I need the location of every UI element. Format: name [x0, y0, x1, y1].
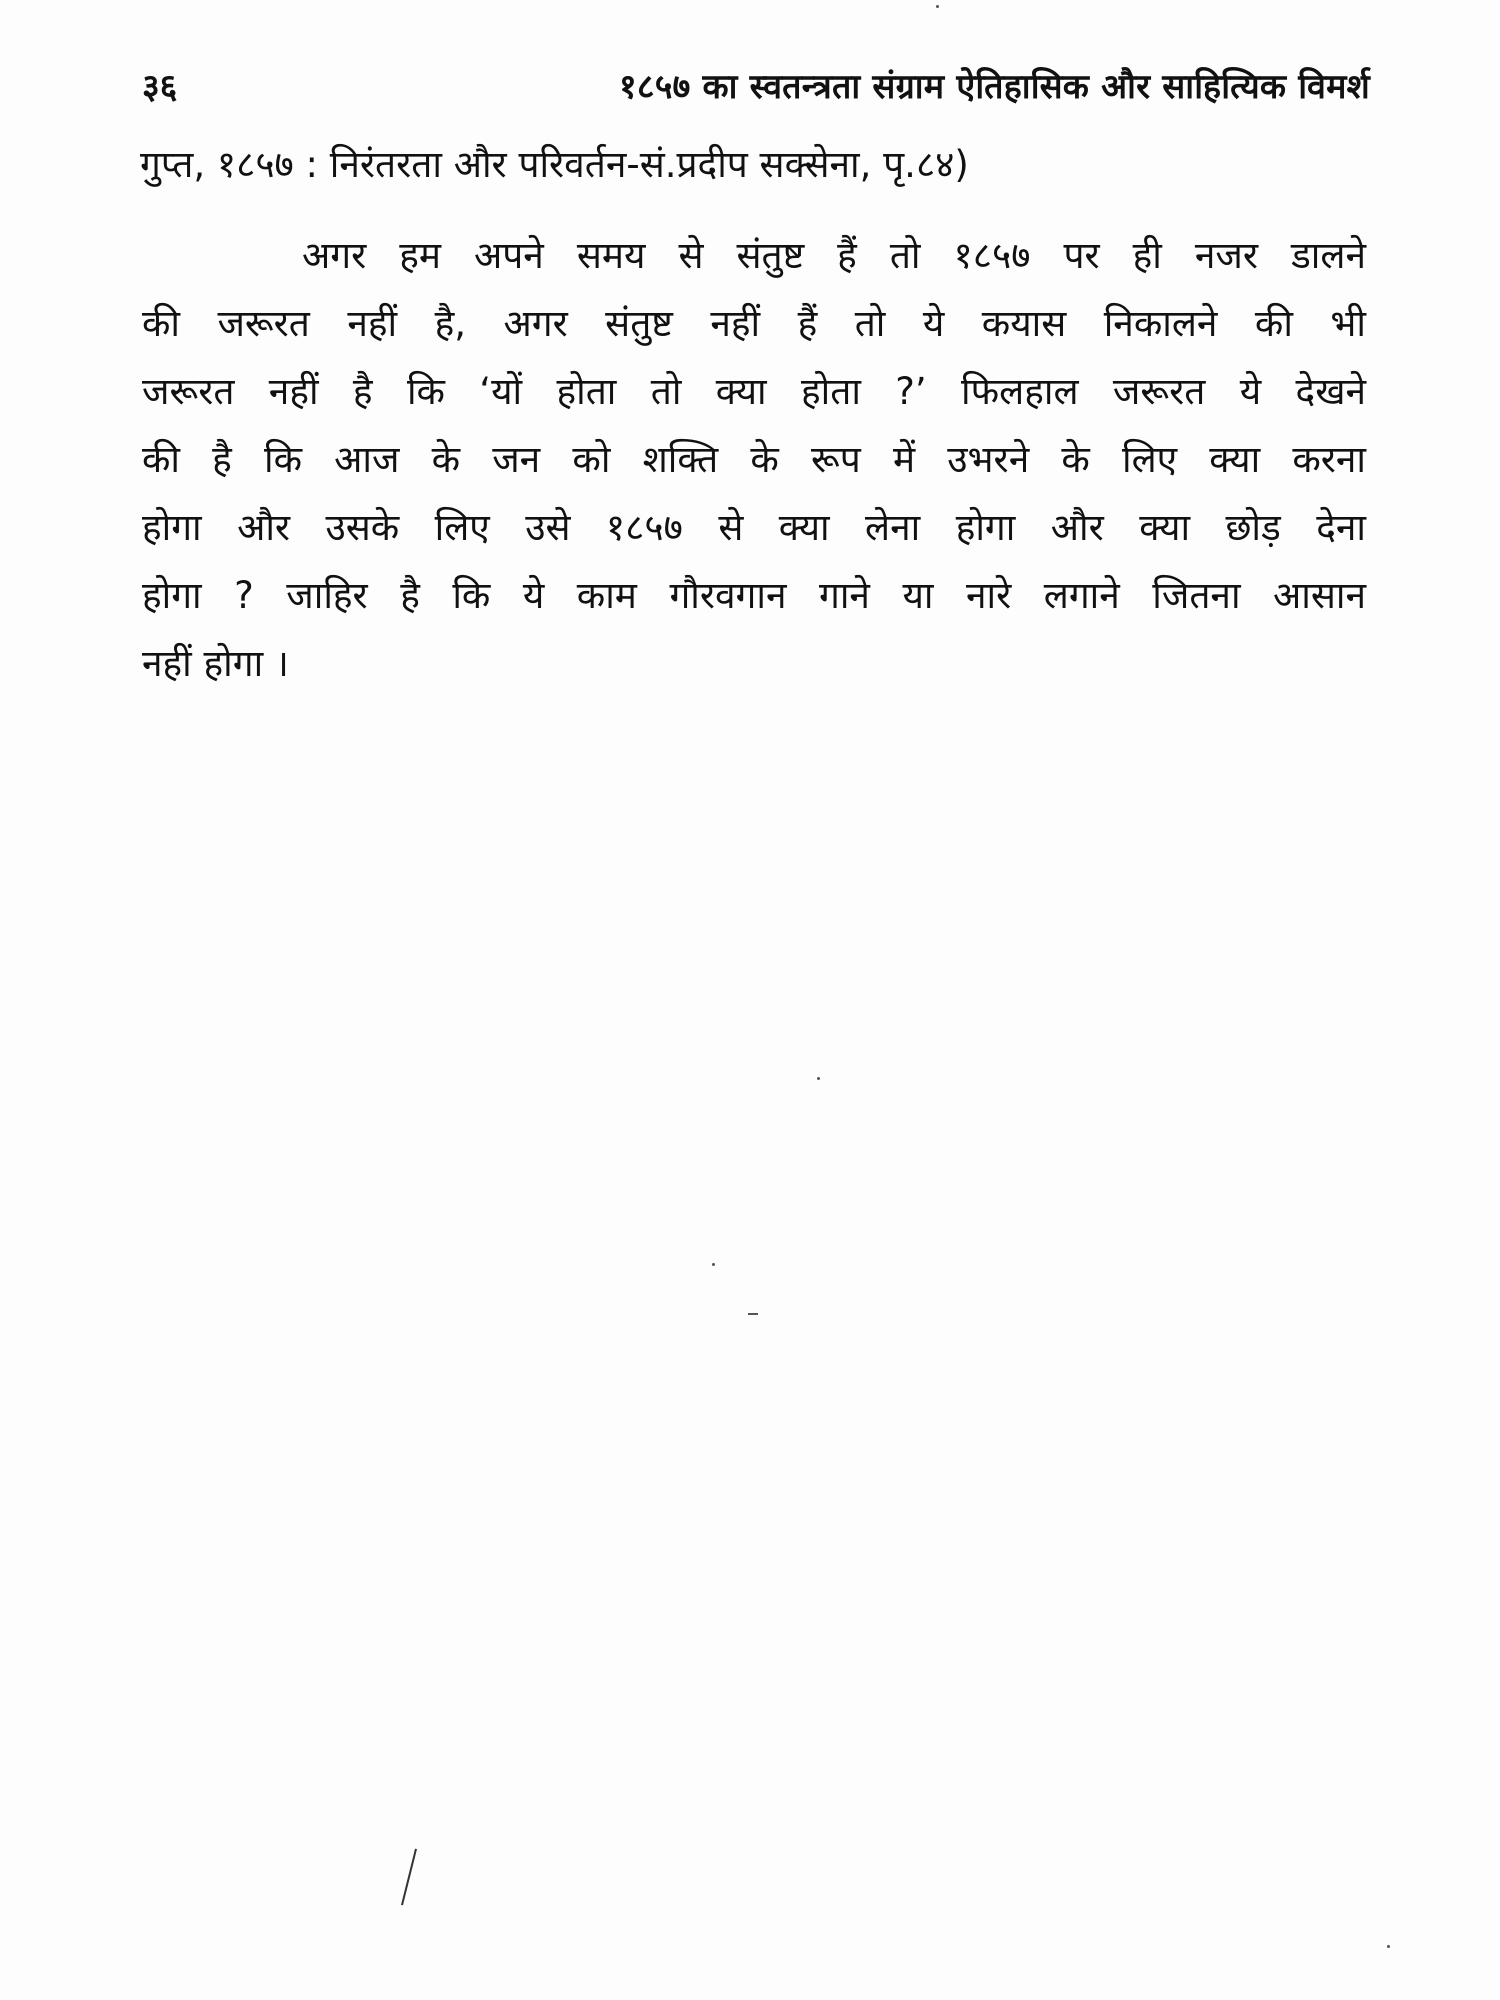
- body-paragraph: [142, 222, 1366, 698]
- paragraph-line: नहीं होगा ।: [142, 642, 289, 685]
- scan-speck: [748, 1313, 758, 1315]
- pencil-stroke: [401, 1849, 417, 1906]
- paragraph-line: की जरूरत नहीं है, अगर संतुष्ट नहीं हैं तो ये कयास निकालने की भी: [142, 302, 1366, 345]
- scan-speck: [1387, 1945, 1390, 1948]
- paragraph-line: अगर हम अपने समय से संतुष्ट हैं तो १८५७ पर ही नजर डालने: [302, 234, 1366, 277]
- scan-speck: [712, 1263, 715, 1266]
- scan-speck: [936, 5, 939, 8]
- paragraph-line: की है कि आज के जन को शक्ति के रूप में उभरने के लिए क्या करना: [142, 438, 1366, 481]
- book-title: १८५७ का स्वतन्त्रता संग्राम ऐतिहासिक और साहित्यिक विमर्श: [618, 67, 1370, 107]
- paragraph-line: होगा ? जाहिर है कि ये काम गौरवगान गाने या नारे लगाने जितना आसान: [142, 574, 1366, 617]
- paragraph-line: जरूरत नहीं है कि ‘यों होता तो क्या होता ?’ फिलहाल जरूरत ये देखने: [142, 370, 1366, 413]
- citation-line: गुप्त, १८५७ : निरंतरता और परिवर्तन-सं.प्रदीप सक्सेना, पृ.८४): [140, 143, 969, 186]
- page-number: ३६: [142, 67, 178, 107]
- scan-speck: [817, 1077, 820, 1080]
- running-header: [142, 62, 1370, 112]
- paragraph-line: होगा और उसके लिए उसे १८५७ से क्या लेना होगा और क्या छोड़ देना: [142, 506, 1366, 549]
